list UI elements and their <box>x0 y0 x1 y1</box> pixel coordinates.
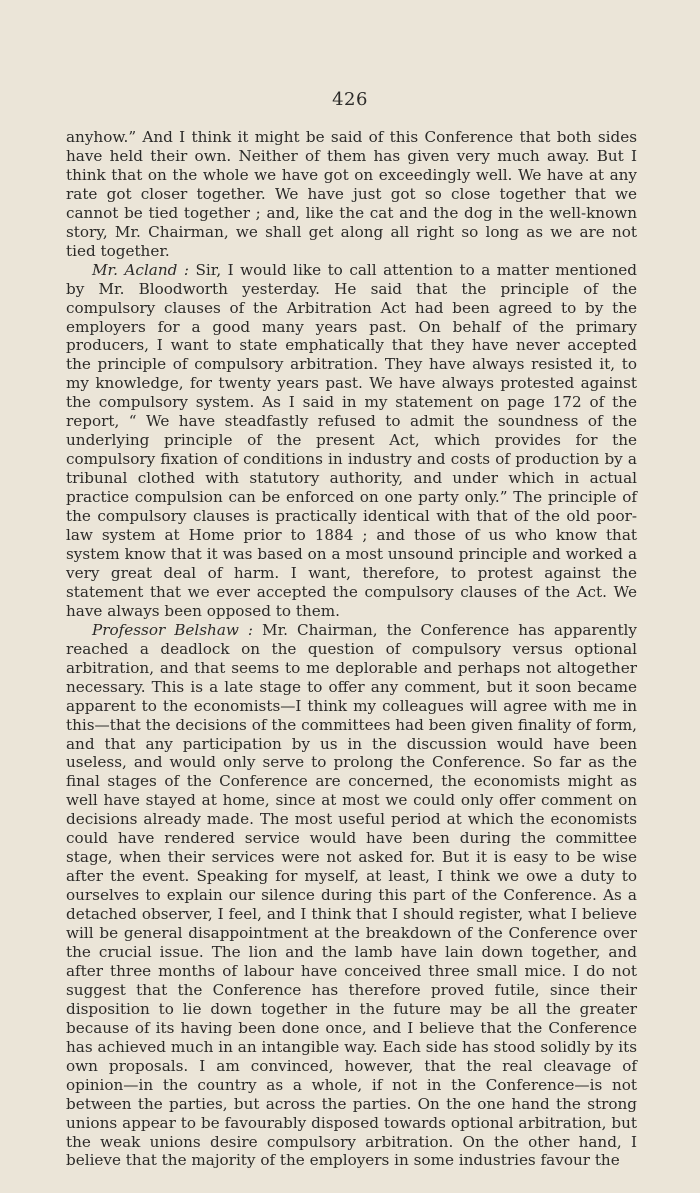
paragraph-belshaw <box>66 621 637 1171</box>
paragraph-text: anyhow.” And I think it might be said of this Conference that both sides have held their own. Neither of them has given very much away. But I think that on the whole we have got on exceedingly well. We have at any rate got closer together. We have just got so close together that we cannot be tied together ; and, like the cat and the dog in the well-known story, Mr. Chairman, we shall get along all right so long as we are not tied together. <box>66 128 637 260</box>
page-number: 426 <box>332 89 368 110</box>
speaker-name: Professor Belshaw : <box>92 620 253 639</box>
body-text <box>66 128 637 1170</box>
paragraph-text: Mr. Chairman, the Conference has apparently reached a deadlock on the question of compulsory versus optional arbitration, and that seems to me deplorable and perhaps not altogether necessary. This is a late stage to offer any comment, but it soon became apparent to the economists—I think my colleagues will agree with me in this—that the decisions of the committees had been given finality of form, and that any participation by us in the discussion would have been useless, and would only serve to prolong the Conference. So far as the final stages of the Conference are concerned, the economists might as well have stayed at home, since at most we could only offer comment on decisions already made. The most useful period at which the economists could have rendered service would have been during the committee stage, when their services were not asked for. But it is easy to be wise after the event. Speaking for myself, at least, I think we owe a duty to ourselves to explain our silence during this part of the Conference. As a detached observer, I feel, and I think that I should register, what I believe will be general disappointment at the breakdown of the Conference over the crucial issue. The lion and the lamb have lain down together, and after three months of labour have conceived three small mice. I do not suggest that the Conference has therefore proved futile, since their disposition to lie down together in the future may be all the greater because of its having been done once, and I believe that the Conference has achieved much in an intangible way. Each side has stood solidly by its own proposals. I am convinced, however, that the real cleavage of opinion—in the country as a whole, if not in the Conference—is not between the parties, but across the parties. On the one hand the strong unions appear to be favourably disposed towards optional arbitration, but the weak unions desire compulsory arbitration. On the other hand, I believe that the majority of the employers in some industries favour the <box>66 620 637 1170</box>
speaker-name: Mr. Acland : <box>92 260 189 279</box>
paragraph-text: Sir, I would like to call attention to a matter mentioned by Mr. Bloodworth yesterday. He said that the principle of the compulsory clauses of the Arbitration Act had been agreed to by the employers for a good many years past. On behalf of the primary producers, I want to state emphatically that they have never accepted the principle of compulsory arbitration. They have always resisted it, to my knowledge, for twenty years past. We have always protested against the compulsory system. As I said in my statement on page 172 of the report, “ We have steadfastly refused to admit the soundness of the underlying principle of the present Act, which provides for the compulsory fixation of conditions in industry and costs of production by a tribunal clothed with statutory authority, and under which in actual practice compulsion can be enforced on one party only.” The principle of the compulsory clauses is practically identical with that of the old poor-law system at Home prior to 1884 ; and those of us who know that system know that it was based on a most unsound principle and worked a very great deal of harm. I want, therefore, to protest against the statement that we ever accepted the compulsory clauses of the Act. We have always been opposed to them. <box>66 260 637 620</box>
paragraph-continuation <box>66 128 637 261</box>
paragraph-acland <box>66 261 637 621</box>
